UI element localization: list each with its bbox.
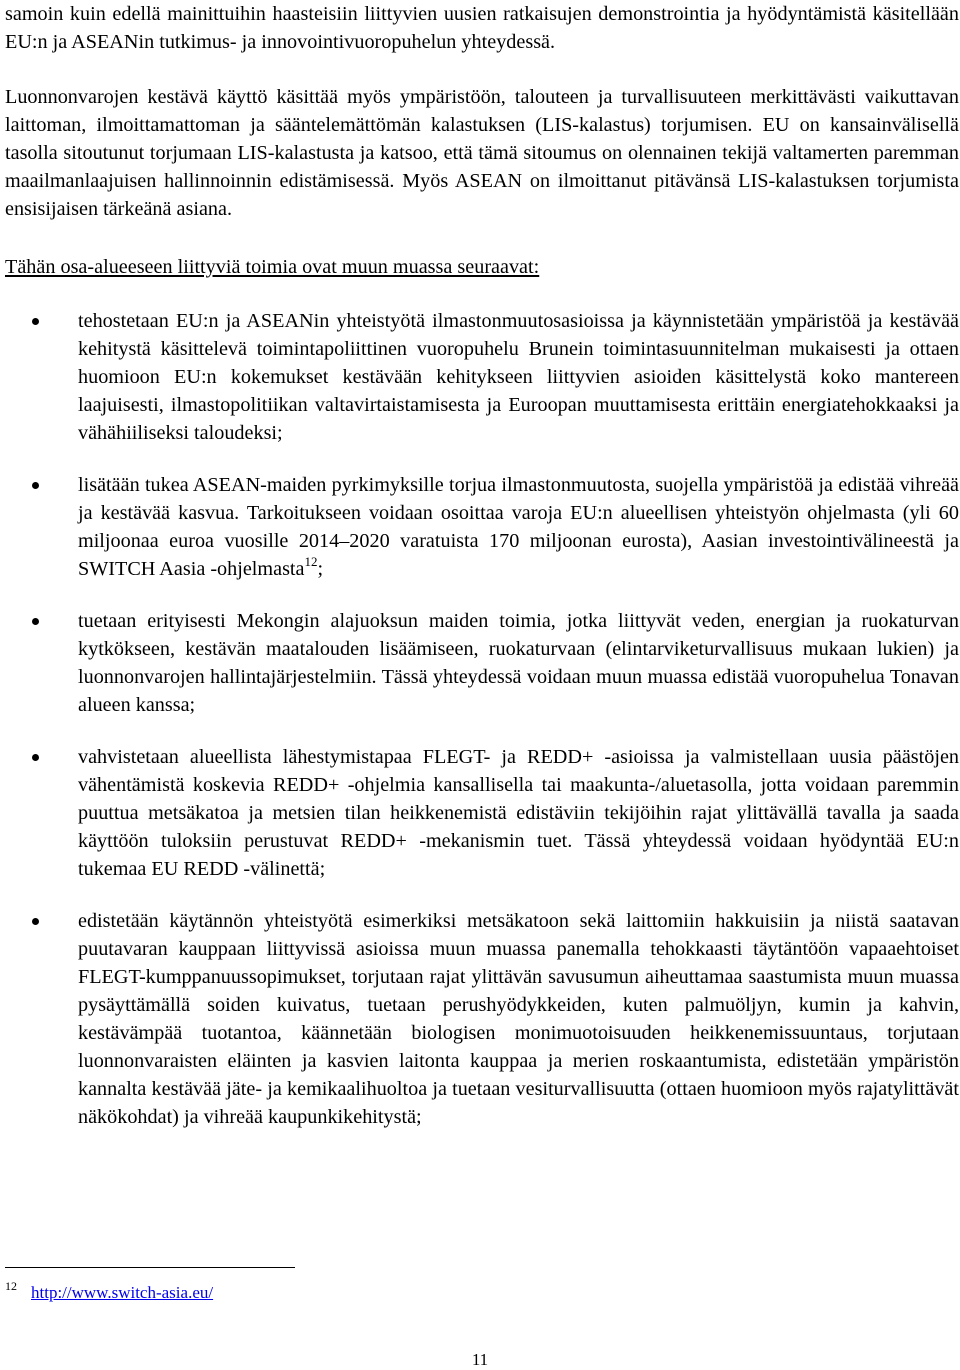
footnote-number: 12 <box>5 1279 17 1293</box>
list-item-text: lisätään tukea ASEAN-maiden pyrkimyksille torjua ilmastonmuutosta, suojella ympäristöä ja edistää vihreää ja kestävää kasvua. Tarkoitukseen voidaan osoittaa varoja EU:n alueellisen yhteistyön ohjelmasta (yli 60 miljoonaa euroa vuosille 2014–2020 varatuista 170 miljoonan eurosta), Aasian investointivälineestä ja SWITCH Aasia -ohjelmasta <box>78 474 959 580</box>
paragraph-2: Luonnonvarojen kestävä käyttö käsittää myös ympäristöön, talouteen ja turvallisuuteen merkittävästi vaikuttavan laittoman, ilmoittamattoman ja sääntelemättömän kalastuksen (LIS-kalastus) torjumisen. EU on kansainvälisellä tasolla sitoutunut torjumaan LIS-kalastusta ja katsoo, että tämä sitoumus on olennainen tekijä valtamerten paremman maailmanlaajuisen hallinnoinnin edistämisessä. Myös ASEAN on ilmoittanut pitävänsä LIS-kalastuksen torjumista ensisijaisen tärkeänä asiana. <box>5 86 959 220</box>
bullet-icon <box>32 618 39 625</box>
list-item-text: tuetaan erityisesti Mekongin alajuoksun maiden toimia, jotka liittyvät veden, energian ja ruokaturvan kytkökseen, kestävän maatalouden lisäämiseen, ruokaturvaan (elintarviketurvallisuus mukaan lukien) ja luonnonvarojen hallintajärjestelmiin. Tässä yhteydessä voidaan muun muassa edistää vuoropuhelua Tonavan alueen kanssa; <box>78 610 959 716</box>
list-item-text: vahvistetaan alueellista lähestymistapaa FLEGT- ja REDD+ -asioissa ja valmistellaan uusia päästöjen vähentämistä koskevia REDD+ -ohjelmia kansallisella tai maakunta-/aluetasolla, jotta voidaan paremmin puuttua metsäkatoa ja metsien tilan heikkenemistä edistäviin tekijöihin rajat ylittävällä tavalla ja saada käyttöön tuloksiin perustuvat REDD+ -mekanismin tuet. Tässä yhteydessä voidaan hyödyntää EU:n tukemaa EU REDD -välinettä; <box>78 746 959 880</box>
bullet-icon <box>32 918 39 925</box>
page-number: 11 <box>471 1350 489 1369</box>
list-item <box>5 471 959 583</box>
bullet-icon <box>32 754 39 761</box>
list-item-tail: ; <box>317 558 324 580</box>
paragraph-1: samoin kuin edellä mainittuihin haasteisiin liittyvien uusien ratkaisujen demonstrointia ja hyödyntämistä käsitellään EU:n ja ASEANin tutkimus- ja innovointivuoropuhelun yhteydessä. <box>5 3 959 53</box>
list-item-text: tehostetaan EU:n ja ASEANin yhteistyötä ilmastonmuutosasioissa ja käynnistetään ympäristöä ja kestävää kehitystä käsittelevä toimintapoliittinen vuoropuhelu Brunein toimintasuunnitelman mukaisesti ja ottaen huomioon EU:n kokemukset kestävään kehitykseen liittyvien asioiden käsittelystä koko mantereen laajuisesti, ilmastopolitiikan valtavirtaistamisesta ja Euroopan muuttamisesta erittäin energiatehokkaaksi ja vähähiiliseksi taloudeksi; <box>78 310 959 444</box>
footnote <box>5 1275 213 1304</box>
list-item <box>5 607 959 719</box>
list-intro: Tähän osa-alueeseen liittyviä toimia ovat muun muassa seuraavat: <box>5 256 540 278</box>
list-item <box>5 743 959 883</box>
list-item <box>5 907 959 1131</box>
document-page <box>5 0 959 1131</box>
footnote-reference[interactable]: 12 <box>304 554 318 569</box>
list-item <box>5 307 959 447</box>
bullet-icon <box>32 482 39 489</box>
footnote-link[interactable]: http://www.switch-asia.eu/ <box>31 1283 214 1302</box>
list-intro-paragraph <box>5 251 959 281</box>
bullet-icon <box>32 318 39 325</box>
list-item-text: edistetään käytännön yhteistyötä esimerkiksi metsäkatoon sekä laittomiin hakkuisiin ja niistä saatavan puutavaran kauppaan liittyvissä asioissa muun muassa panemalla tehokkaasti täytäntöön vapaaehtoiset FLEGT-kumppanuussopimukset, torjutaan rajat ylittävän savusumun aiheuttamaa saastumista muun muassa pysäyttämällä soiden kuivatus, tuetaan perushyödykkeiden, kuten palmuöljyn, kumin ja kahvin, kestävämpää tuotantoa, käännetään biologisen monimuotoisuuden heikkenemissuuntaus, torjutaan luonnonvaraisten eläinten ja kasvien laitonta kauppaa ja merien roskaantumista, edistetään ympäristön kannalta kestävää jäte- ja kemikaalihuoltoa ja tuetaan vesiturvallisuutta (ottaen huomioon myös rajatylittävät näkökohdat) ja vihreää kaupunkikehitystä; <box>78 910 959 1128</box>
action-list <box>5 307 959 1131</box>
footnote-separator <box>5 1267 295 1268</box>
